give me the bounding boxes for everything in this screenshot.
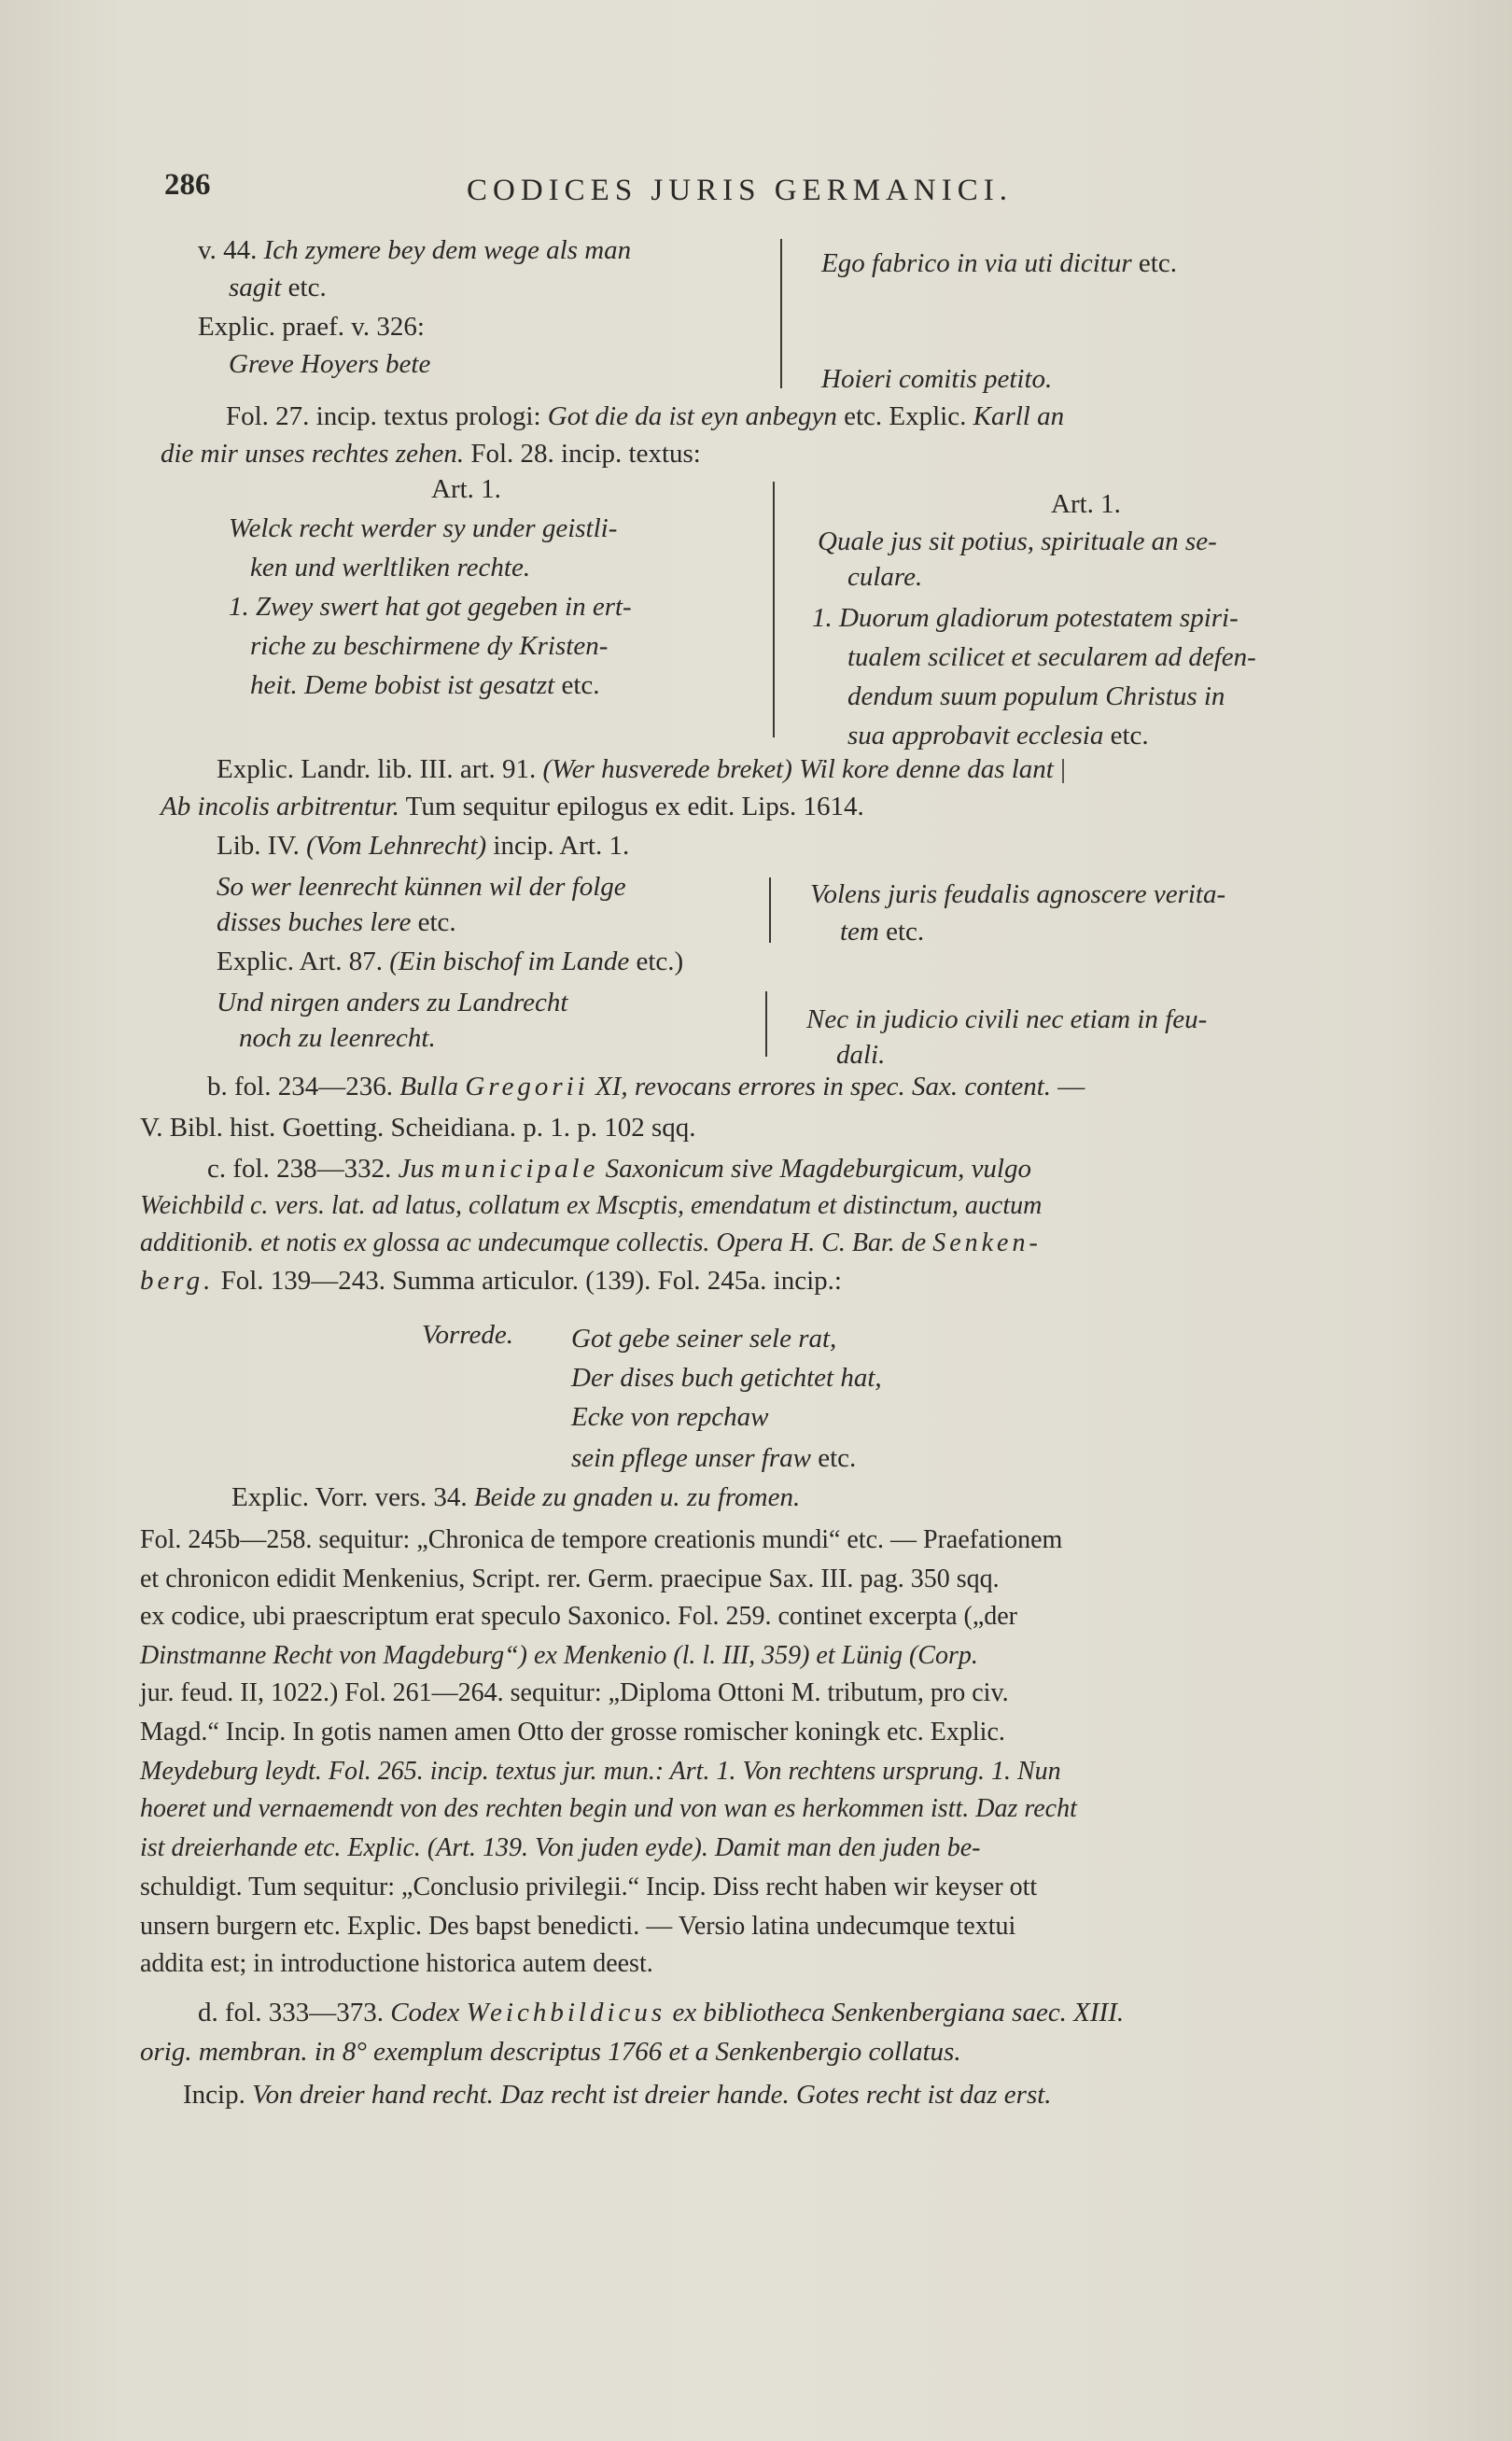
text-line: Fol. 27. incip. textus prologi: Got die da ist eyn anbegyn etc. Explic. Karll an <box>226 401 1065 431</box>
text-line: dali. <box>836 1040 886 1070</box>
text-line: heit. Deme bobist ist gesatzt etc. <box>250 670 600 700</box>
text-line: Fol. 245b—258. sequitur: „Chronica de tempore creationis mundi“ etc. — Praefationem <box>140 1525 1063 1554</box>
text-line: So wer leenrecht künnen wil der folge <box>217 872 626 902</box>
text-line: Incip. Von dreier hand recht. Daz recht ist dreier hande. Gotes recht ist daz erst. <box>183 2080 1052 2110</box>
verse-line: Der dises buch getichtet hat, <box>571 1363 882 1393</box>
text-line: v. 44. Ich zymere bey dem wege als man <box>198 235 632 265</box>
text-line: 1. Zwey swert hat got gegeben in ert- <box>229 592 632 622</box>
article-heading: Art. 1. <box>431 474 501 504</box>
text-line: addita est; in introductione historica autem deest. <box>140 1949 653 1978</box>
text-line: Greve Hoyers bete <box>229 349 431 379</box>
text-line: 1. Duorum gladiorum potestatem spiri- <box>812 603 1239 633</box>
text-line: sagit etc. <box>229 273 327 302</box>
text-line: jur. feud. II, 1022.) Fol. 261—264. sequitur: „Diploma Ottoni M. tributum, pro civ. <box>140 1678 1009 1707</box>
text-line: disses buches lere etc. <box>217 907 456 937</box>
text-line: Nec in judicio civili nec etiam in feu- <box>806 1004 1208 1034</box>
text-line: ist dreierhande etc. Explic. (Art. 139. Von juden eyde). Damit man den juden be- <box>140 1833 981 1862</box>
text-line: berg. Fol. 139—243. Summa articulor. (139). Fol. 245a. incip.: <box>140 1266 842 1296</box>
text-line: sua approbavit ecclesia etc. <box>847 721 1149 751</box>
text-line: Ego fabrico in via uti dicitur etc. <box>821 248 1177 278</box>
verse-line: Ecke von repchaw <box>571 1402 769 1432</box>
column-divider <box>773 482 775 737</box>
running-title: CODICES JURIS GERMANICI. <box>467 174 1013 207</box>
text-line: noch zu leenrecht. <box>239 1023 436 1053</box>
text-line: Dinstmanne Recht von Magdeburg“) ex Menkenio (l. l. III, 359) et Lünig (Corp. <box>140 1641 978 1670</box>
text-line: unsern burgern etc. Explic. Des bapst benedicti. — Versio latina undecumque textui <box>140 1912 1016 1941</box>
text-line: Volens juris feudalis agnoscere verita- <box>810 879 1226 909</box>
column-divider <box>769 877 771 943</box>
text-line: Magd.“ Incip. In gotis namen amen Otto der grosse romischer koningk etc. Explic. <box>140 1718 1005 1747</box>
text-line: Lib. IV. (Vom Lehnrecht) incip. Art. 1. <box>217 831 630 861</box>
text-line: ken und werltliken rechte. <box>250 553 531 582</box>
column-divider <box>780 239 782 388</box>
text-line: et chronicon edidit Menkenius, Script. rer. Germ. praecipue Sax. III. pag. 350 sqq. <box>140 1564 1000 1593</box>
text-line: b. fol. 234—236. Bulla Gregorii XI, revocans errores in spec. Sax. content. — <box>207 1072 1085 1101</box>
text-line: additionib. et notis ex glossa ac undecumque collectis. Opera H. C. Bar. de Senken- <box>140 1228 1042 1257</box>
text-line: ex codice, ubi praescriptum erat speculo Saxonico. Fol. 259. continet excerpta („der <box>140 1602 1017 1631</box>
verse-label: Vorrede. <box>422 1320 513 1350</box>
text-line: riche zu beschirmene dy Kristen- <box>250 631 609 661</box>
verse-line: sein pflege unser fraw etc. <box>571 1443 857 1473</box>
text-line: Explic. Landr. lib. III. art. 91. (Wer husverede breket) Wil kore denne das lant | <box>217 754 1066 784</box>
text-line: orig. membran. in 8° exemplum descriptus 1766 et a Senkenbergio collatus. <box>140 2037 961 2067</box>
text-line: Quale jus sit potius, spirituale an se- <box>818 526 1217 556</box>
article-heading: Art. 1. <box>1051 489 1121 519</box>
text-line: d. fol. 333—373. Codex Weichbildicus ex bibliotheca Senkenbergiana saec. XIII. <box>198 1998 1125 2027</box>
text-line: Explic. Art. 87. (Ein bischof im Lande etc.) <box>217 947 684 976</box>
text-line: culare. <box>847 562 923 592</box>
text-line: Meydeburg leydt. Fol. 265. incip. textus jur. mun.: Art. 1. Von rechtens ursprung. 1. Nun <box>140 1757 1061 1786</box>
text-line: c. fol. 238—332. Jus municipale Saxonicum sive Magdeburgicum, vulgo <box>207 1154 1031 1184</box>
verse-line: Got gebe seiner sele rat, <box>571 1324 837 1354</box>
text-line: Welck recht werder sy under geistli- <box>229 513 618 543</box>
text-line: Und nirgen anders zu Landrecht <box>217 988 568 1017</box>
text-line: dendum suum populum Christus in <box>847 681 1225 711</box>
text-line: die mir unses rechtes zehen. Fol. 28. incip. textus: <box>161 439 701 469</box>
page-number: 286 <box>164 168 211 202</box>
text-line: Explic. Vorr. vers. 34. Beide zu gnaden u. zu fromen. <box>231 1482 801 1512</box>
text-line: tem etc. <box>840 917 925 947</box>
text-line: V. Bibl. hist. Goetting. Scheidiana. p. 1. p. 102 sqq. <box>140 1113 696 1143</box>
column-divider <box>765 991 767 1057</box>
text-line: Hoieri comitis petito. <box>821 364 1053 394</box>
text-line: Explic. praef. v. 326: <box>198 312 425 342</box>
text-line: hoeret und vernaemendt von des rechten begin und von wan es herkommen istt. Daz recht <box>140 1794 1077 1823</box>
text-line: Weichbild c. vers. lat. ad latus, collatum ex Mscptis, emendatum et distinctum, auctum <box>140 1191 1043 1220</box>
text-line: Ab incolis arbitrentur. Tum sequitur epilogus ex edit. Lips. 1614. <box>161 792 864 821</box>
text-line: schuldigt. Tum sequitur: „Conclusio privilegii.“ Incip. Diss recht haben wir keyser ott <box>140 1873 1038 1901</box>
text-line: tualem scilicet et secularem ad defen- <box>847 642 1256 672</box>
